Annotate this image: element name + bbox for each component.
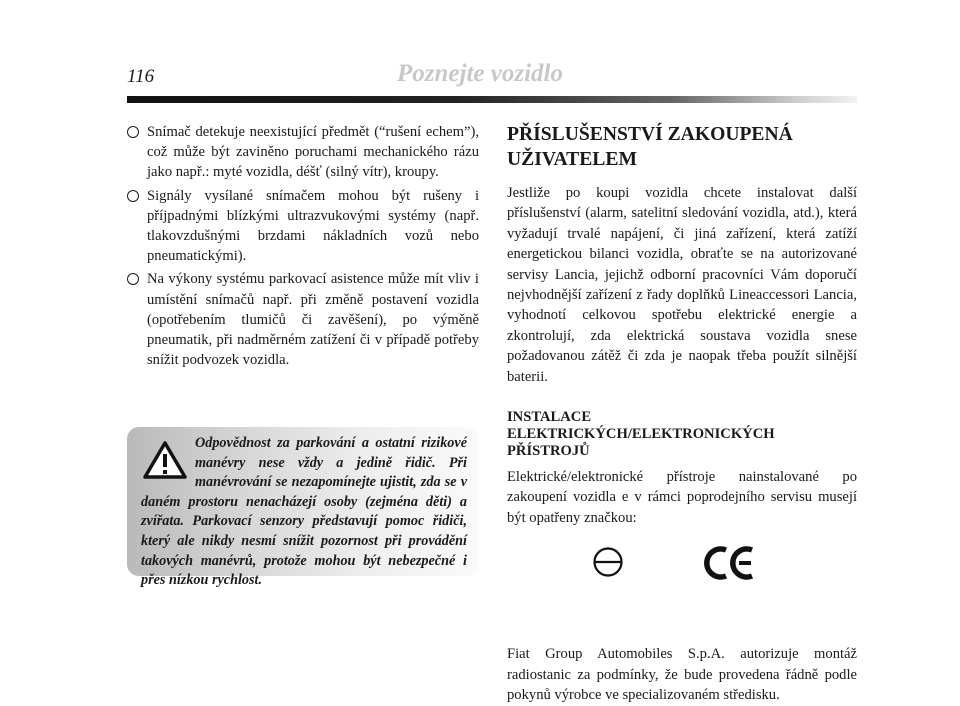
hollow-circle-icon <box>127 273 139 285</box>
ce-mark-icon <box>702 544 756 582</box>
bullet-item <box>127 122 479 183</box>
subsection-title: INSTALACE ELEKTRICKÝCH/ELEKTRONICKÝCH PŘÍSTROJŮ <box>507 409 775 460</box>
right-column <box>507 122 857 706</box>
warning-text: Odpovědnost za parkování a ostatní rizikové manévry nese vždy a jedině řidič. Při manévrování se nezapomínejte ujistit, zda se v daném prostoru nenacházejí osoby (zejména děti) a zvířata. Parkovací senzory představují pomoc řidiči, který ale nikdy nesmí snížit pozornost při provádění takových manévrů, protože mohou být nebezpečné i přes nízkou rychlost. <box>141 435 467 589</box>
hollow-circle-icon <box>127 126 139 138</box>
chapter-title: Poznejte vozidlo <box>397 60 563 87</box>
bullet-item <box>127 186 479 267</box>
header-rule <box>127 96 857 103</box>
bullet-text: Snímač detekuje neexistující předmět (“rušení echem”), což může být zaviněno poruchami mechanického rázu jako např.: myté vozidla, déšť (silný vítr), kroupy. <box>147 124 479 181</box>
final-paragraph: Fiat Group Automobiles S.p.A. autorizuje montáž radiostanic za podmínky, že bude provedena řádně podle pokynů výrobce ve specializovaném středisku. <box>507 646 857 704</box>
page-number: 116 <box>127 66 155 87</box>
section-title: PŘÍSLUŠENSTVÍ ZAKOUPENÁ UŽIVATELEM <box>507 124 793 170</box>
bullet-text: Na výkony systému parkovací asistence může mít vliv i umístění snímačů např. při změně postavení vozidla (opotřebením tlumičů či zavěšení), po výměně pneumatik, při nadměrném zatížení či v případě potřeby snížit podvozek vozidla. <box>147 271 479 369</box>
bullet-item <box>127 269 479 370</box>
intro-paragraph: Jestliže po koupi vozidla chcete instalovat další příslušenství (alarm, satelitní sledování vozidla, atd.), která vyžadují trvalé napájení, či jiná zařízení, která zatíží energetickou bilanci vozidla, obraťte se na autorizované servisy Lancia, jejichž odborní pracovníci Vám doporučí nejvhodnější zařízení z řady doplňků Lineaccessori Lancia, vyhodnotí celkovou spotřebu elektrické energie a zkontrolují, zda elektrická soustava vozidla snese požadovanou zátěž či zda je naopak třeba použít silnější baterii. <box>507 185 857 385</box>
e-mark-icon <box>592 546 624 578</box>
hollow-circle-icon <box>127 190 139 202</box>
warning-box <box>127 427 479 589</box>
install-paragraph: Elektrické/elektronické přístroje nainstalované po zakoupení vozidla e v rámci poprodejního servisu musejí být opatřeny značkou: <box>507 469 857 526</box>
certification-marks <box>507 536 857 612</box>
bullet-text: Signály vysílané snímačem mohou být rušeny i příjpadnými blízkými ultrazvukovými systémy (např. tlakovzdušnými brzdami nákladních vozů nebo pneumatickými). <box>147 187 479 265</box>
left-column <box>127 122 479 373</box>
warning-triangle-icon <box>143 440 187 480</box>
